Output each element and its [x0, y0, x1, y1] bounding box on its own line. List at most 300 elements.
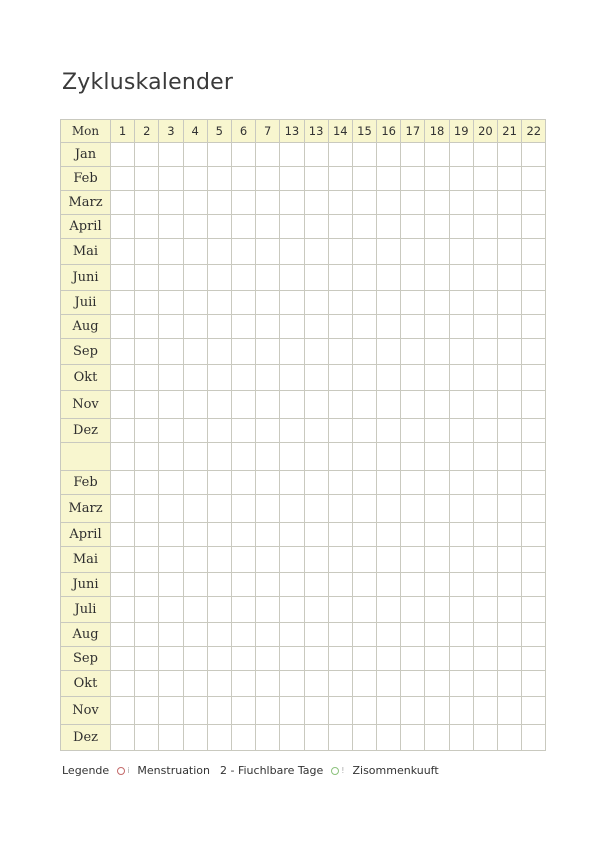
- day-cell[interactable]: [111, 671, 135, 697]
- day-cell[interactable]: [328, 339, 352, 365]
- day-cell[interactable]: [304, 597, 328, 623]
- day-cell[interactable]: [207, 265, 231, 291]
- day-cell[interactable]: [425, 597, 449, 623]
- day-cell[interactable]: [256, 523, 280, 547]
- day-cell[interactable]: [522, 523, 546, 547]
- day-cell[interactable]: [256, 265, 280, 291]
- day-cell[interactable]: [328, 443, 352, 471]
- day-cell[interactable]: [401, 419, 425, 443]
- day-cell[interactable]: [449, 239, 473, 265]
- day-cell[interactable]: [159, 471, 183, 495]
- day-cell[interactable]: [231, 191, 255, 215]
- day-cell[interactable]: [159, 697, 183, 725]
- day-cell[interactable]: [498, 495, 522, 523]
- day-cell[interactable]: [304, 291, 328, 315]
- day-cell[interactable]: [425, 697, 449, 725]
- day-cell[interactable]: [231, 471, 255, 495]
- day-cell[interactable]: [183, 623, 207, 647]
- day-cell[interactable]: [231, 339, 255, 365]
- day-cell[interactable]: [111, 315, 135, 339]
- day-cell[interactable]: [231, 167, 255, 191]
- day-cell[interactable]: [425, 647, 449, 671]
- day-cell[interactable]: [328, 391, 352, 419]
- day-cell[interactable]: [498, 265, 522, 291]
- day-cell[interactable]: [425, 315, 449, 339]
- day-cell[interactable]: [352, 725, 376, 751]
- day-cell[interactable]: [352, 495, 376, 523]
- day-cell[interactable]: [159, 291, 183, 315]
- day-cell[interactable]: [256, 167, 280, 191]
- day-cell[interactable]: [328, 167, 352, 191]
- day-cell[interactable]: [207, 671, 231, 697]
- day-cell[interactable]: [159, 495, 183, 523]
- day-cell[interactable]: [401, 315, 425, 339]
- day-cell[interactable]: [207, 391, 231, 419]
- day-cell[interactable]: [135, 215, 159, 239]
- day-cell[interactable]: [207, 725, 231, 751]
- day-cell[interactable]: [135, 265, 159, 291]
- day-cell[interactable]: [425, 419, 449, 443]
- day-cell[interactable]: [425, 391, 449, 419]
- day-cell[interactable]: [425, 623, 449, 647]
- day-cell[interactable]: [328, 315, 352, 339]
- day-cell[interactable]: [135, 419, 159, 443]
- day-cell[interactable]: [498, 191, 522, 215]
- day-cell[interactable]: [183, 239, 207, 265]
- day-cell[interactable]: [304, 495, 328, 523]
- day-cell[interactable]: [352, 339, 376, 365]
- day-cell[interactable]: [207, 547, 231, 573]
- day-cell[interactable]: [183, 265, 207, 291]
- day-cell[interactable]: [352, 191, 376, 215]
- day-cell[interactable]: [256, 315, 280, 339]
- day-cell[interactable]: [280, 495, 304, 523]
- day-cell[interactable]: [473, 215, 497, 239]
- day-cell[interactable]: [352, 623, 376, 647]
- day-cell[interactable]: [183, 315, 207, 339]
- day-cell[interactable]: [522, 597, 546, 623]
- day-cell[interactable]: [111, 647, 135, 671]
- day-cell[interactable]: [425, 495, 449, 523]
- day-cell[interactable]: [111, 167, 135, 191]
- day-cell[interactable]: [522, 291, 546, 315]
- day-cell[interactable]: [280, 265, 304, 291]
- day-cell[interactable]: [111, 495, 135, 523]
- day-cell[interactable]: [498, 215, 522, 239]
- day-cell[interactable]: [352, 523, 376, 547]
- day-cell[interactable]: [498, 523, 522, 547]
- day-cell[interactable]: [522, 339, 546, 365]
- day-cell[interactable]: [159, 547, 183, 573]
- day-cell[interactable]: [135, 671, 159, 697]
- day-cell[interactable]: [135, 391, 159, 419]
- day-cell[interactable]: [135, 143, 159, 167]
- day-cell[interactable]: [522, 671, 546, 697]
- day-cell[interactable]: [377, 523, 401, 547]
- day-cell[interactable]: [352, 419, 376, 443]
- day-cell[interactable]: [256, 215, 280, 239]
- day-cell[interactable]: [159, 265, 183, 291]
- day-cell[interactable]: [135, 623, 159, 647]
- day-cell[interactable]: [207, 339, 231, 365]
- day-cell[interactable]: [280, 239, 304, 265]
- day-cell[interactable]: [231, 495, 255, 523]
- day-cell[interactable]: [231, 671, 255, 697]
- day-cell[interactable]: [473, 315, 497, 339]
- day-cell[interactable]: [256, 471, 280, 495]
- day-cell[interactable]: [280, 167, 304, 191]
- day-cell[interactable]: [425, 573, 449, 597]
- day-cell[interactable]: [522, 495, 546, 523]
- day-cell[interactable]: [159, 623, 183, 647]
- day-cell[interactable]: [304, 265, 328, 291]
- day-cell[interactable]: [425, 523, 449, 547]
- day-cell[interactable]: [401, 495, 425, 523]
- day-cell[interactable]: [159, 191, 183, 215]
- day-cell[interactable]: [377, 671, 401, 697]
- day-cell[interactable]: [183, 291, 207, 315]
- day-cell[interactable]: [498, 339, 522, 365]
- day-cell[interactable]: [401, 339, 425, 365]
- day-cell[interactable]: [183, 365, 207, 391]
- day-cell[interactable]: [280, 291, 304, 315]
- day-cell[interactable]: [207, 623, 231, 647]
- day-cell[interactable]: [449, 339, 473, 365]
- day-cell[interactable]: [183, 443, 207, 471]
- day-cell[interactable]: [159, 315, 183, 339]
- day-cell[interactable]: [377, 725, 401, 751]
- day-cell[interactable]: [328, 725, 352, 751]
- day-cell[interactable]: [111, 339, 135, 365]
- day-cell[interactable]: [352, 647, 376, 671]
- day-cell[interactable]: [183, 471, 207, 495]
- day-cell[interactable]: [498, 471, 522, 495]
- day-cell[interactable]: [135, 725, 159, 751]
- day-cell[interactable]: [352, 443, 376, 471]
- day-cell[interactable]: [377, 623, 401, 647]
- day-cell[interactable]: [401, 523, 425, 547]
- day-cell[interactable]: [111, 419, 135, 443]
- day-cell[interactable]: [304, 523, 328, 547]
- day-cell[interactable]: [352, 215, 376, 239]
- day-cell[interactable]: [256, 391, 280, 419]
- day-cell[interactable]: [280, 523, 304, 547]
- day-cell[interactable]: [425, 215, 449, 239]
- day-cell[interactable]: [498, 419, 522, 443]
- day-cell[interactable]: [401, 671, 425, 697]
- day-cell[interactable]: [256, 443, 280, 471]
- day-cell[interactable]: [183, 143, 207, 167]
- day-cell[interactable]: [377, 143, 401, 167]
- day-cell[interactable]: [256, 547, 280, 573]
- day-cell[interactable]: [304, 623, 328, 647]
- day-cell[interactable]: [498, 623, 522, 647]
- day-cell[interactable]: [473, 239, 497, 265]
- day-cell[interactable]: [522, 725, 546, 751]
- day-cell[interactable]: [159, 365, 183, 391]
- day-cell[interactable]: [256, 365, 280, 391]
- day-cell[interactable]: [304, 547, 328, 573]
- day-cell[interactable]: [425, 671, 449, 697]
- day-cell[interactable]: [183, 597, 207, 623]
- day-cell[interactable]: [183, 547, 207, 573]
- day-cell[interactable]: [111, 215, 135, 239]
- day-cell[interactable]: [304, 365, 328, 391]
- day-cell[interactable]: [328, 547, 352, 573]
- day-cell[interactable]: [352, 471, 376, 495]
- day-cell[interactable]: [135, 315, 159, 339]
- day-cell[interactable]: [304, 671, 328, 697]
- day-cell[interactable]: [425, 143, 449, 167]
- day-cell[interactable]: [304, 391, 328, 419]
- day-cell[interactable]: [522, 191, 546, 215]
- day-cell[interactable]: [401, 167, 425, 191]
- day-cell[interactable]: [377, 647, 401, 671]
- day-cell[interactable]: [449, 443, 473, 471]
- day-cell[interactable]: [328, 239, 352, 265]
- day-cell[interactable]: [159, 167, 183, 191]
- day-cell[interactable]: [401, 597, 425, 623]
- day-cell[interactable]: [183, 647, 207, 671]
- day-cell[interactable]: [280, 365, 304, 391]
- day-cell[interactable]: [135, 339, 159, 365]
- day-cell[interactable]: [449, 265, 473, 291]
- day-cell[interactable]: [352, 239, 376, 265]
- day-cell[interactable]: [135, 239, 159, 265]
- day-cell[interactable]: [522, 547, 546, 573]
- day-cell[interactable]: [111, 697, 135, 725]
- day-cell[interactable]: [207, 143, 231, 167]
- day-cell[interactable]: [449, 391, 473, 419]
- day-cell[interactable]: [522, 365, 546, 391]
- day-cell[interactable]: [377, 547, 401, 573]
- day-cell[interactable]: [352, 167, 376, 191]
- day-cell[interactable]: [207, 697, 231, 725]
- day-cell[interactable]: [207, 471, 231, 495]
- day-cell[interactable]: [111, 597, 135, 623]
- day-cell[interactable]: [473, 547, 497, 573]
- day-cell[interactable]: [498, 647, 522, 671]
- day-cell[interactable]: [522, 573, 546, 597]
- day-cell[interactable]: [207, 215, 231, 239]
- day-cell[interactable]: [401, 365, 425, 391]
- day-cell[interactable]: [135, 597, 159, 623]
- day-cell[interactable]: [498, 291, 522, 315]
- day-cell[interactable]: [473, 597, 497, 623]
- day-cell[interactable]: [304, 647, 328, 671]
- day-cell[interactable]: [183, 215, 207, 239]
- day-cell[interactable]: [231, 443, 255, 471]
- day-cell[interactable]: [256, 419, 280, 443]
- day-cell[interactable]: [135, 495, 159, 523]
- day-cell[interactable]: [473, 725, 497, 751]
- day-cell[interactable]: [256, 597, 280, 623]
- day-cell[interactable]: [183, 391, 207, 419]
- day-cell[interactable]: [256, 671, 280, 697]
- day-cell[interactable]: [352, 265, 376, 291]
- day-cell[interactable]: [328, 365, 352, 391]
- day-cell[interactable]: [498, 239, 522, 265]
- day-cell[interactable]: [207, 573, 231, 597]
- day-cell[interactable]: [449, 623, 473, 647]
- day-cell[interactable]: [377, 573, 401, 597]
- day-cell[interactable]: [207, 419, 231, 443]
- day-cell[interactable]: [473, 697, 497, 725]
- day-cell[interactable]: [304, 573, 328, 597]
- day-cell[interactable]: [473, 647, 497, 671]
- day-cell[interactable]: [256, 647, 280, 671]
- day-cell[interactable]: [280, 215, 304, 239]
- day-cell[interactable]: [401, 725, 425, 751]
- day-cell[interactable]: [159, 419, 183, 443]
- day-cell[interactable]: [183, 339, 207, 365]
- day-cell[interactable]: [473, 495, 497, 523]
- day-cell[interactable]: [231, 547, 255, 573]
- day-cell[interactable]: [135, 291, 159, 315]
- day-cell[interactable]: [449, 671, 473, 697]
- day-cell[interactable]: [207, 523, 231, 547]
- day-cell[interactable]: [159, 671, 183, 697]
- day-cell[interactable]: [425, 471, 449, 495]
- day-cell[interactable]: [256, 191, 280, 215]
- day-cell[interactable]: [231, 647, 255, 671]
- day-cell[interactable]: [111, 391, 135, 419]
- day-cell[interactable]: [352, 143, 376, 167]
- day-cell[interactable]: [498, 143, 522, 167]
- day-cell[interactable]: [159, 391, 183, 419]
- day-cell[interactable]: [111, 265, 135, 291]
- day-cell[interactable]: [401, 547, 425, 573]
- day-cell[interactable]: [280, 443, 304, 471]
- day-cell[interactable]: [473, 291, 497, 315]
- day-cell[interactable]: [377, 167, 401, 191]
- day-cell[interactable]: [256, 291, 280, 315]
- day-cell[interactable]: [328, 697, 352, 725]
- day-cell[interactable]: [498, 597, 522, 623]
- day-cell[interactable]: [159, 573, 183, 597]
- day-cell[interactable]: [231, 265, 255, 291]
- day-cell[interactable]: [304, 167, 328, 191]
- day-cell[interactable]: [522, 471, 546, 495]
- day-cell[interactable]: [231, 239, 255, 265]
- day-cell[interactable]: [377, 239, 401, 265]
- day-cell[interactable]: [425, 191, 449, 215]
- day-cell[interactable]: [473, 573, 497, 597]
- day-cell[interactable]: [498, 725, 522, 751]
- day-cell[interactable]: [231, 725, 255, 751]
- day-cell[interactable]: [231, 697, 255, 725]
- day-cell[interactable]: [231, 573, 255, 597]
- day-cell[interactable]: [328, 143, 352, 167]
- day-cell[interactable]: [425, 239, 449, 265]
- day-cell[interactable]: [280, 471, 304, 495]
- day-cell[interactable]: [377, 471, 401, 495]
- day-cell[interactable]: [183, 191, 207, 215]
- day-cell[interactable]: [522, 239, 546, 265]
- day-cell[interactable]: [522, 623, 546, 647]
- day-cell[interactable]: [135, 471, 159, 495]
- day-cell[interactable]: [111, 291, 135, 315]
- day-cell[interactable]: [183, 725, 207, 751]
- day-cell[interactable]: [522, 647, 546, 671]
- day-cell[interactable]: [280, 623, 304, 647]
- day-cell[interactable]: [401, 391, 425, 419]
- day-cell[interactable]: [159, 725, 183, 751]
- day-cell[interactable]: [425, 339, 449, 365]
- day-cell[interactable]: [473, 419, 497, 443]
- day-cell[interactable]: [183, 671, 207, 697]
- day-cell[interactable]: [183, 167, 207, 191]
- day-cell[interactable]: [256, 143, 280, 167]
- day-cell[interactable]: [377, 443, 401, 471]
- day-cell[interactable]: [449, 419, 473, 443]
- day-cell[interactable]: [135, 547, 159, 573]
- day-cell[interactable]: [256, 725, 280, 751]
- day-cell[interactable]: [328, 291, 352, 315]
- day-cell[interactable]: [207, 291, 231, 315]
- day-cell[interactable]: [522, 167, 546, 191]
- day-cell[interactable]: [352, 315, 376, 339]
- day-cell[interactable]: [111, 143, 135, 167]
- day-cell[interactable]: [231, 291, 255, 315]
- day-cell[interactable]: [473, 365, 497, 391]
- day-cell[interactable]: [280, 315, 304, 339]
- day-cell[interactable]: [377, 265, 401, 291]
- day-cell[interactable]: [449, 597, 473, 623]
- day-cell[interactable]: [111, 573, 135, 597]
- day-cell[interactable]: [498, 365, 522, 391]
- day-cell[interactable]: [304, 191, 328, 215]
- day-cell[interactable]: [280, 671, 304, 697]
- day-cell[interactable]: [328, 523, 352, 547]
- day-cell[interactable]: [352, 597, 376, 623]
- day-cell[interactable]: [207, 495, 231, 523]
- day-cell[interactable]: [449, 215, 473, 239]
- day-cell[interactable]: [135, 647, 159, 671]
- day-cell[interactable]: [522, 215, 546, 239]
- day-cell[interactable]: [256, 573, 280, 597]
- day-cell[interactable]: [304, 697, 328, 725]
- day-cell[interactable]: [183, 419, 207, 443]
- day-cell[interactable]: [522, 697, 546, 725]
- day-cell[interactable]: [377, 365, 401, 391]
- day-cell[interactable]: [401, 697, 425, 725]
- day-cell[interactable]: [473, 443, 497, 471]
- day-cell[interactable]: [473, 523, 497, 547]
- day-cell[interactable]: [304, 143, 328, 167]
- day-cell[interactable]: [377, 697, 401, 725]
- day-cell[interactable]: [377, 391, 401, 419]
- day-cell[interactable]: [449, 523, 473, 547]
- day-cell[interactable]: [231, 523, 255, 547]
- day-cell[interactable]: [522, 391, 546, 419]
- day-cell[interactable]: [328, 573, 352, 597]
- day-cell[interactable]: [401, 143, 425, 167]
- day-cell[interactable]: [473, 191, 497, 215]
- day-cell[interactable]: [498, 315, 522, 339]
- day-cell[interactable]: [111, 365, 135, 391]
- day-cell[interactable]: [522, 419, 546, 443]
- day-cell[interactable]: [183, 495, 207, 523]
- day-cell[interactable]: [425, 443, 449, 471]
- day-cell[interactable]: [425, 291, 449, 315]
- day-cell[interactable]: [111, 443, 135, 471]
- day-cell[interactable]: [256, 697, 280, 725]
- day-cell[interactable]: [425, 725, 449, 751]
- day-cell[interactable]: [377, 419, 401, 443]
- day-cell[interactable]: [401, 443, 425, 471]
- day-cell[interactable]: [449, 547, 473, 573]
